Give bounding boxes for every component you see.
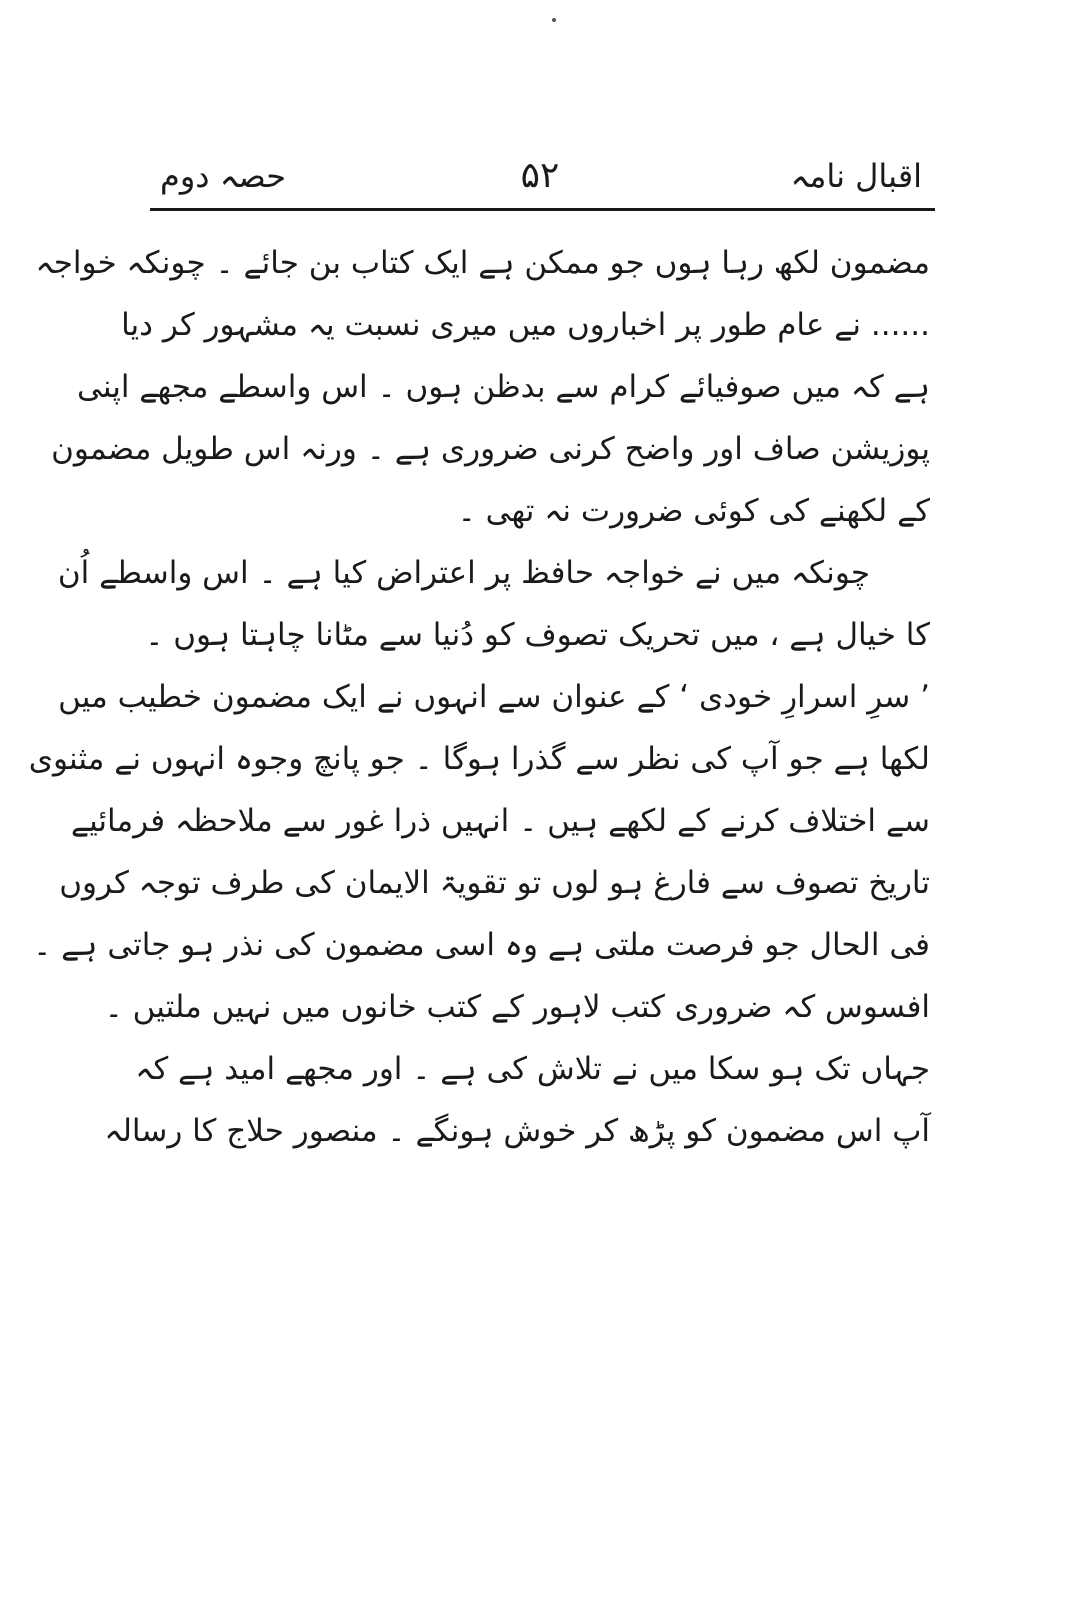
page-number: ۵۲ <box>520 155 560 196</box>
text-line: ہے کہ میں صوفیائے کرام سے بدظن ہوں ۔ اس واسطے مجھے اپنی <box>77 369 930 405</box>
header-rule <box>150 208 935 211</box>
part-label: حصہ دوم <box>160 157 286 195</box>
text-line: ’ سرِ اسرارِ خودی ‘ کے عنوان سے انہوں نے ایک مضمون خطیب میں <box>58 679 930 715</box>
text-line: افسوس کہ ضروری کتب لاہور کے کتب خانوں میں نہیں ملتیں ۔ <box>104 989 930 1025</box>
text-line: مضمون لکھ رہا ہوں جو ممکن ہے ایک کتاب بن جائے ۔ چونکہ خواجہ <box>35 245 930 281</box>
text-line: آپ اس مضمون کو پڑھ کر خوش ہونگے ۔ منصور حلاج کا رسالہ <box>104 1113 930 1149</box>
text-line: جہاں تک ہو سکا میں نے تلاش کی ہے ۔ اور مجھے امید ہے کہ <box>135 1051 930 1087</box>
text-line: ...... نے عام طور پر اخباروں میں میری نسبت یہ مشہور کر دیا <box>121 307 930 343</box>
text-line: کا خیال ہے ، میں تحریک تصوف کو دُنیا سے مٹانا چاہتا ہوں ۔ <box>145 617 930 653</box>
text-line: تاریخ تصوف سے فارغ ہو لوں تو تقویۃ الایمان کی طرف توجہ کروں <box>59 865 930 901</box>
text-line: سے اختلاف کرنے کے لکھے ہیں ۔ انہیں ذرا غور سے ملاحظہ فرمائیے <box>70 803 930 839</box>
page-header <box>150 150 930 202</box>
text-line: لکھا ہے جو آپ کی نظر سے گذرا ہوگا ۔ جو پانچ وجوہ انہوں نے مثنوی <box>28 741 930 777</box>
book-title: اقبال نامہ <box>790 157 922 195</box>
ink-dot <box>552 18 556 22</box>
text-line: چونکہ میں نے خواجہ حافظ پر اعتراض کیا ہے ۔ اس واسطے اُن <box>57 555 870 591</box>
text-line: فی الحال جو فرصت ملتی ہے وہ اسی مضمون کی نذر ہو جاتی ہے ۔ <box>33 927 930 963</box>
body-text <box>28 232 930 1162</box>
text-line: کے لکھنے کی کوئی ضرورت نہ تھی ۔ <box>457 493 930 529</box>
text-line: پوزیشن صاف اور واضح کرنی ضروری ہے ۔ ورنہ اس طویل مضمون <box>51 431 930 467</box>
